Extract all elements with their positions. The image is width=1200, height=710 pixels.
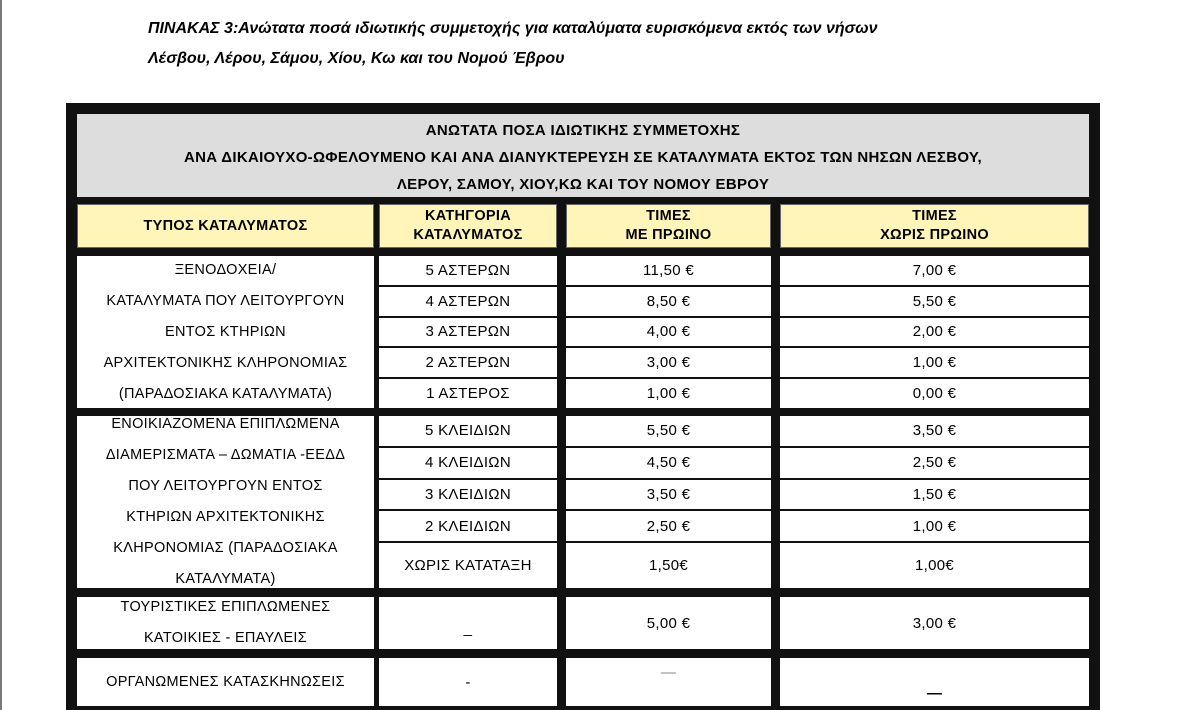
header-type (77, 204, 374, 248)
price-without-cell: 1,00 € (780, 348, 1089, 379)
price-without-cell: 3,00 € (912, 614, 957, 632)
group-hotels-type (77, 256, 374, 408)
group-camping-category (379, 658, 557, 706)
price-without-cell: 1,00 € (780, 511, 1089, 543)
category-cell: 2 ΚΛΕΙΔΙΩΝ (379, 511, 557, 543)
table-title-line-1: ΑΝΩΤΑΤΑ ΠΟΣΑ ΙΔΙΩΤΙΚΗΣ ΣΥΜΜΕΤΟΧΗΣ (425, 122, 741, 139)
category-cell: 4 ΚΛΕΙΔΙΩΝ (379, 448, 557, 480)
category-cell: 5 ΑΣΤΕΡΩΝ (379, 256, 557, 287)
group-rooms-without-col (780, 416, 1089, 588)
price-without-cell: 3,50 € (780, 416, 1089, 448)
group-villas-type (77, 597, 374, 649)
price-with-cell: 11,50 € (566, 256, 771, 287)
type-line: ΤΟΥΡΙΣΤΙΚΕΣ ΕΠΙΠΛΩΜΕΝΕΣ (120, 599, 331, 615)
table-caption (148, 14, 1148, 74)
header-with-line-1: ΤΙΜΕΣ (646, 208, 691, 224)
header-category-line-2: ΚΑΤΑΛΥΜΑΤΟΣ (413, 227, 523, 243)
type-line: ΑΡΧΙΤΕΚΤΟΝΙΚΗΣ ΚΛΗΡΟΝΟΜΙΑΣ (103, 354, 348, 371)
header-without-line-1: ΤΙΜΕΣ (912, 208, 957, 224)
category-cell: 1 ΑΣΤΕΡΟΣ (426, 385, 510, 403)
type-line: ΚΤΗΡΙΩΝ ΑΡΧΙΤΕΚΤΟΝΙΚΗΣ (126, 509, 325, 525)
header-with-line-2: ΜΕ ΠΡΩΙΝΟ (625, 227, 712, 243)
type-line: ΟΡΓΑΝΩΜΕΝΕΣ ΚΑΤΑΣΚΗΝΩΣΕΙΣ (106, 673, 345, 690)
header-with-breakfast (566, 204, 771, 248)
category-cell: 3 ΑΣΤΕΡΩΝ (379, 318, 557, 349)
group-hotels-with-col (566, 256, 771, 408)
category-cell: 3 ΚΛΕΙΔΙΩΝ (379, 480, 557, 512)
price-with-cell: 4,50 € (566, 448, 771, 480)
group-rooms-category-col (379, 416, 557, 588)
category-cell: 4 ΑΣΤΕΡΩΝ (379, 287, 557, 318)
table-title-line-3: ΛΕΡΟΥ, ΣΑΜΟΥ, ΧΙΟΥ,ΚΩ ΚΑΙ ΤΟΥ ΝΟΜΟΥ ΕΒΡΟΥ (396, 176, 770, 193)
caption-line-1: ΠΙΝΑΚΑΣ 3:Ανώτατα ποσά ιδιωτικής συμμετοχής για καταλύματα ευρισκόμενα εκτός των νήσων (148, 20, 878, 37)
type-line: ΠΟΥ ΛΕΙΤΟΥΡΓΟΥΝ ΕΝΤΟΣ (128, 478, 323, 494)
group-camping-without (780, 658, 1089, 706)
price-with-cell: 3,50 € (566, 480, 771, 512)
category-cell: 2 ΑΣΤΕΡΩΝ (379, 348, 557, 379)
type-line: ΚΛΗΡΟΝΟΜΙΑΣ (ΠΑΡΑΔΟΣΙΑΚΑ (113, 540, 338, 556)
group-hotels-without-col (780, 256, 1089, 408)
type-line: ΚΑΤΑΛΥΜΑΤΑ ΠΟΥ ΛΕΙΤΟΥΡΓΟΥΝ (106, 292, 345, 309)
type-line: ΕΝΤΟΣ ΚΤΗΡΙΩΝ (165, 323, 286, 340)
price-without-cell: ― (926, 685, 943, 702)
type-line: ΚΑΤΟΙΚΙΕΣ - ΕΠΑΥΛΕΙΣ (143, 630, 308, 646)
price-without-cell: 2,50 € (780, 448, 1089, 480)
caption-line-2: Λέσβου, Λέρου, Σάμου, Χίου, Κω και του Νομού Έβρου (148, 50, 565, 67)
table-title-line-2: ΑΝΑ ΔΙΚΑΙΟΥΧΟ-ΩΦΕΛΟΥΜΕΝΟ ΚΑΙ ΑΝΑ ΔΙΑΝΥΚΤΕΡΕΥΣΗ ΣΕ ΚΑΤΑΛΥΜΑΤΑ ΕΚΤΟΣ ΤΩΝ ΝΗΣΩΝ ΛΕΣΒΟΥ, (183, 149, 983, 166)
price-with-cell: 5,00 € (646, 614, 691, 632)
price-without-cell: 7,00 € (780, 256, 1089, 287)
type-line: ΚΑΤΑΛΥΜΑΤΑ) (175, 571, 276, 587)
price-table (66, 103, 1100, 710)
group-villas-with (566, 597, 771, 649)
category-cell: 5 ΚΛΕΙΔΙΩΝ (379, 416, 557, 448)
group-villas-category (379, 597, 557, 649)
price-without-cell: 0,00 € (912, 385, 957, 403)
price-without-cell: 1,50 € (780, 480, 1089, 512)
header-without-line-2: ΧΩΡΙΣ ΠΡΩΙΝΟ (880, 227, 989, 243)
group-hotels-category-col (379, 256, 557, 408)
category-cell: _ (463, 619, 473, 637)
header-category-line-1: ΚΑΤΗΓΟΡΙΑ (425, 208, 511, 224)
type-line: ΞΕΝΟΔΟΧΕΙΑ/ (174, 261, 277, 278)
price-with-cell: 3,00 € (566, 348, 771, 379)
type-line: ΔΙΑΜΕΡΙΣΜΑΤΑ – ΔΩΜΑΤΙΑ -ΕΕΔΔ (105, 447, 346, 463)
group-rooms-type (77, 416, 374, 588)
page-left-rule (0, 0, 2, 710)
group-camping-type (77, 658, 374, 706)
price-without-cell: 1,00€ (914, 557, 955, 575)
price-with-cell: 1,50€ (648, 557, 689, 575)
group-camping-with (566, 658, 771, 706)
type-line: ΕΝΟΙΚΙΑΖΟΜΕΝΑ ΕΠΙΠΛΩΜΕΝΑ (111, 416, 340, 432)
price-with-cell: 4,00 € (566, 318, 771, 349)
price-without-cell: 5,50 € (780, 287, 1089, 318)
price-with-cell: 8,50 € (566, 287, 771, 318)
group-rooms-with-col (566, 416, 771, 588)
header-without-breakfast (780, 204, 1089, 248)
price-with-cell: 2,50 € (566, 511, 771, 543)
category-cell: - (465, 673, 471, 691)
price-with-cell: 5,50 € (566, 416, 771, 448)
price-with-cell: — (660, 664, 677, 681)
price-with-cell: 1,00 € (646, 385, 691, 403)
header-category (379, 204, 557, 248)
category-cell: ΧΩΡΙΣ ΚΑΤΑΤΑΞΗ (404, 557, 532, 575)
price-without-cell: 2,00 € (780, 318, 1089, 349)
type-line: (ΠΑΡΑΔΟΣΙΑΚΑ ΚΑΤΑΛΥΜΑΤΑ) (118, 385, 333, 402)
group-villas-without (780, 597, 1089, 649)
table-title (77, 114, 1089, 197)
header-type-label: ΤΥΠΟΣ ΚΑΤΑΛΥΜΑΤΟΣ (143, 217, 308, 234)
